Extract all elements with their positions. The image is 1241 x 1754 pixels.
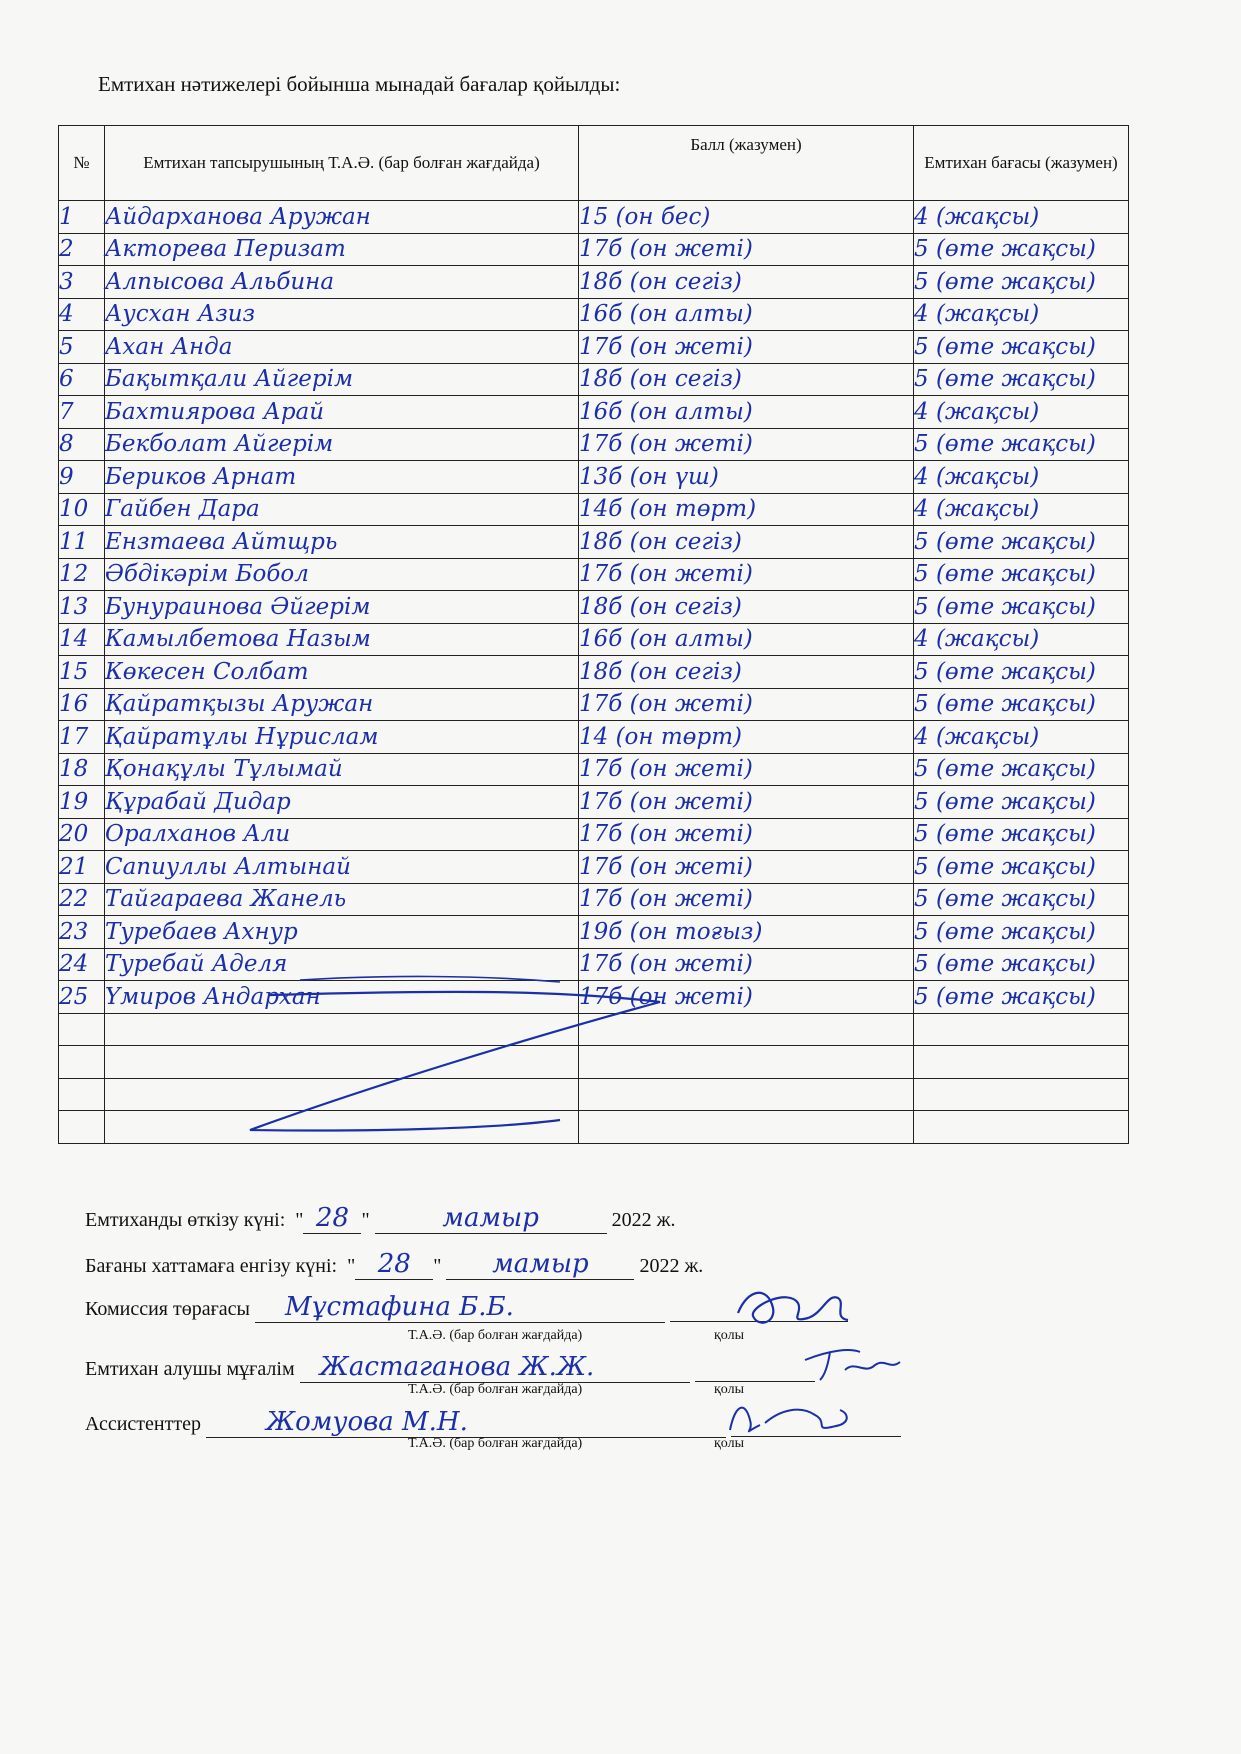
score: 17б (он жеті) [579,788,753,815]
row-number: 2 [59,236,74,263]
results-table-body [59,201,1129,1144]
score: 17б (он жеті) [579,853,753,880]
entry-date-line: Бағаны хаттамаға енгізу күні: " 28 " мамыр 2022 ж. [85,1249,704,1279]
row-number: 20 [59,821,89,848]
entry-date-year: 2022 ж. [639,1255,704,1277]
table-row [59,201,1129,234]
grade: 5 (өте жақсы) [914,691,1096,718]
empty-table-row [59,1078,1129,1111]
score: 17б (он жеті) [579,983,753,1010]
grade: 5 (өте жақсы) [914,788,1096,815]
assistants-signature [720,1395,860,1440]
table-row [59,331,1129,364]
row-number: 12 [59,561,89,588]
teacher-line [85,1352,815,1383]
assistants-fio-caption: Т.А.Ә. (бар болған жағдайда) [408,1436,583,1451]
teacher-name-field: Жастаганова Ж.Ж. [300,1352,690,1383]
table-row [59,656,1129,689]
table-row [59,558,1129,591]
row-number: 8 [59,431,74,458]
assistants-name-field: Жомуова М.Н. [206,1407,726,1438]
score: 17б (он жеті) [579,333,753,360]
row-number: 19 [59,788,89,815]
teacher-signature [800,1340,910,1385]
grade: 5 (өте жақсы) [914,528,1096,555]
student-name: Әбдікәрім Бобол [105,561,309,588]
row-number: 17 [59,723,89,750]
score: 17б (он жеті) [579,886,753,913]
student-name: Бериков Арнат [105,463,297,490]
row-number: 13 [59,593,89,620]
teacher-fio-caption: Т.А.Ә. (бар болған жағдайда) [408,1382,583,1397]
grade: 5 (өте жақсы) [914,951,1096,978]
student-name: Аусхан Азиз [105,301,256,328]
student-name: Туребаев Ахнур [105,918,298,945]
table-row [59,623,1129,656]
student-name: Көкесен Солбат [105,658,309,685]
entry-date-month-field: мамыр [446,1249,634,1280]
chair-fio-caption: Т.А.Ә. (бар болған жағдайда) [408,1328,583,1343]
table-row [59,786,1129,819]
grade: 5 (өте жақсы) [914,918,1096,945]
grade: 5 (өте жақсы) [914,886,1096,913]
student-name: Сапиуллы Алтынай [105,853,351,880]
table-row [59,916,1129,949]
table-row [59,298,1129,331]
score: 17б (он жеті) [579,756,753,783]
chair-label: Комиссия төрағасы [85,1298,250,1320]
table-row [59,233,1129,266]
table-row [59,818,1129,851]
row-number: 14 [59,626,89,653]
grade: 5 (өте жақсы) [914,561,1096,588]
score: 16б (он алты) [579,301,753,328]
header-name: Емтихан тапсырушының Т.А.Ә. (бар болған жағдайда) [105,126,579,201]
row-number: 16 [59,691,89,718]
table-row [59,688,1129,721]
score: 15 (он бес) [579,203,711,230]
student-name: Құрабай Дидар [105,788,291,815]
grade: 5 (өте жақсы) [914,853,1096,880]
student-name: Акторева Перизат [105,236,346,263]
table-row [59,721,1129,754]
score: 17б (он жеті) [579,951,753,978]
student-name: Айдарханова Аружан [105,203,371,230]
row-number: 6 [59,366,74,393]
table-header-row [59,126,1129,201]
student-name: Қайратұлы Нұрислам [105,723,379,750]
score: 13б (он үш) [579,463,719,490]
student-name: Ахан Анда [105,333,233,360]
score: 18б (он сегіз) [579,268,742,295]
row-number: 4 [59,301,74,328]
score: 18б (он сегіз) [579,658,742,685]
teacher-signature-caption: қолы [714,1382,745,1397]
grade: 5 (өте жақсы) [914,236,1096,263]
empty-table-row [59,1046,1129,1079]
row-number: 25 [59,983,89,1010]
score: 17б (он жеті) [579,821,753,848]
table-row [59,428,1129,461]
score: 18б (он сегіз) [579,593,742,620]
table-row [59,396,1129,429]
grade: 5 (өте жақсы) [914,431,1096,458]
exam-date-label: Емтиханды өткізу күні: [85,1209,286,1231]
row-number: 21 [59,853,89,880]
score: 14 (он төрт) [579,723,743,750]
row-number: 11 [59,528,89,555]
student-name: Бекболат Айгерім [105,431,334,458]
score: 17б (он жеті) [579,431,753,458]
row-number: 15 [59,658,89,685]
student-name: Туребай Аделя [105,951,288,978]
table-row [59,981,1129,1014]
grade: 5 (өте жақсы) [914,593,1096,620]
grade: 4 (жақсы) [914,496,1040,523]
chair-name-field: Мұстафина Б.Б. [255,1292,665,1323]
teacher-label: Емтихан алушы мұғалім [85,1358,295,1380]
table-row [59,883,1129,916]
student-name: Бунураинова Әйгерім [105,593,371,620]
row-number: 23 [59,918,89,945]
results-table [58,125,1129,1144]
row-number: 18 [59,756,89,783]
table-row [59,461,1129,494]
score: 17б (он жеті) [579,561,753,588]
grade: 4 (жақсы) [914,463,1040,490]
student-name: Гайбен Дара [105,496,260,523]
header-num: № [59,126,105,201]
grade: 4 (жақсы) [914,301,1040,328]
row-number: 5 [59,333,74,360]
score: 14б (он төрт) [579,496,757,523]
score: 17б (он жеті) [579,236,753,263]
grade: 5 (өте жақсы) [914,333,1096,360]
score: 19б (он тоғыз) [579,918,763,945]
grade: 5 (өте жақсы) [914,821,1096,848]
score: 18б (он сегіз) [579,366,742,393]
grade: 4 (жақсы) [914,626,1040,653]
student-name: Камылбетова Назым [105,626,371,653]
table-row [59,266,1129,299]
exam-date-month-field: мамыр [375,1203,607,1234]
student-name: Бахтиярова Арай [105,398,325,425]
score: 16б (он алты) [579,626,753,653]
table-row [59,851,1129,884]
table-row [59,363,1129,396]
header-score: Балл (жазумен) [579,126,914,201]
student-name: Бақытқали Айгерім [105,366,354,393]
row-number: 3 [59,268,74,295]
row-number: 7 [59,398,74,425]
row-number: 10 [59,496,89,523]
results-heading: Емтихан нәтижелері бойынша мынадай бағалар қойылды: [98,72,621,96]
grade: 4 (жақсы) [914,203,1040,230]
student-name: Алпысова Альбина [105,268,335,295]
student-name: Оралханов Али [105,821,291,848]
grade: 4 (жақсы) [914,398,1040,425]
grade: 5 (өте жақсы) [914,756,1096,783]
empty-table-row [59,1013,1129,1046]
empty-table-row [59,1111,1129,1144]
student-name: Қайратқызы Аружан [105,691,374,718]
student-name: Тайгараева Жанель [105,886,347,913]
grade: 5 (өте жақсы) [914,983,1096,1010]
table-row [59,591,1129,624]
row-number: 1 [59,203,74,230]
entry-date-day-field: 28 [355,1249,433,1280]
grade: 5 (өте жақсы) [914,658,1096,685]
exam-date-year: 2022 ж. [611,1209,676,1231]
student-name: Ензтаева Айтщрь [105,528,338,555]
table-row [59,493,1129,526]
student-name: Үмиров Андархан [105,983,321,1010]
header-grade: Емтихан бағасы (жазумен) [914,126,1129,201]
row-number: 24 [59,951,89,978]
row-number: 22 [59,886,89,913]
assistants-signature-caption: қолы [714,1436,745,1451]
exam-date-day-field: 28 [303,1203,361,1234]
assistants-label: Ассистенттер [85,1413,201,1435]
table-row [59,753,1129,786]
grade: 5 (өте жақсы) [914,268,1096,295]
entry-date-label: Бағаны хаттамаға енгізу күні: [85,1255,338,1277]
grade: 4 (жақсы) [914,723,1040,750]
exam-date-line: Емтиханды өткізу күні: " 28 " мамыр 2022 ж. [85,1203,676,1233]
score: 18б (он сегіз) [579,528,742,555]
table-row [59,948,1129,981]
chair-signature-caption: қолы [714,1328,745,1343]
student-name: Қонақұлы Тұлымай [105,756,343,783]
chair-signature [728,1278,858,1338]
score: 16б (он алты) [579,398,753,425]
grade: 5 (өте жақсы) [914,366,1096,393]
table-row [59,526,1129,559]
score: 17б (он жеті) [579,691,753,718]
row-number: 9 [59,463,74,490]
teacher-signature-field [695,1358,815,1382]
